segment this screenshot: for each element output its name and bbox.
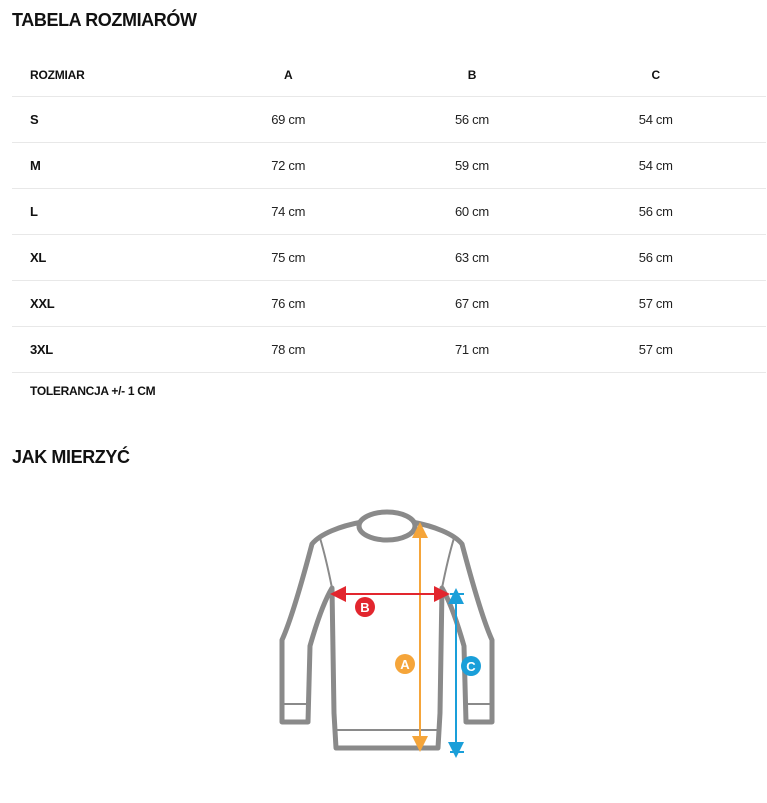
table-row	[12, 97, 766, 143]
row-c: 57 cm	[545, 281, 766, 327]
row-a: 75 cm	[178, 235, 399, 281]
row-b: 60 cm	[398, 189, 545, 235]
header-a: A	[178, 54, 399, 97]
svg-text:C: C	[466, 659, 476, 674]
how-to-measure-title: JAK MIERZYĆ	[12, 447, 130, 467]
header-size: ROZMIAR	[12, 54, 178, 97]
row-c: 57 cm	[545, 327, 766, 373]
sweatshirt-measurement-diagram	[270, 508, 510, 763]
size-chart-title: TABELA ROZMIARÓW	[12, 10, 197, 30]
table-row	[12, 189, 766, 235]
row-b: 67 cm	[398, 281, 545, 327]
row-c: 54 cm	[545, 97, 766, 143]
row-c: 56 cm	[545, 189, 766, 235]
header-b: B	[398, 54, 545, 97]
header-c: C	[545, 54, 766, 97]
row-size: 3XL	[12, 327, 178, 373]
row-size: L	[12, 189, 178, 235]
tolerance-note: TOLERANCJA +/- 1 CM	[30, 384, 156, 398]
table-row	[12, 143, 766, 189]
marker-b-icon	[355, 597, 375, 617]
row-size: XXL	[12, 281, 178, 327]
row-b: 71 cm	[398, 327, 545, 373]
row-size: M	[12, 143, 178, 189]
size-chart-table	[12, 54, 766, 373]
row-size: XL	[12, 235, 178, 281]
marker-c-icon	[461, 656, 481, 676]
row-a: 78 cm	[178, 327, 399, 373]
row-a: 74 cm	[178, 189, 399, 235]
row-b: 59 cm	[398, 143, 545, 189]
marker-a-icon	[395, 654, 415, 674]
row-size: S	[12, 97, 178, 143]
row-a: 69 cm	[178, 97, 399, 143]
table-row	[12, 327, 766, 373]
row-c: 54 cm	[545, 143, 766, 189]
svg-text:B: B	[360, 600, 370, 615]
sweatshirt-outline	[282, 512, 492, 748]
svg-text:A: A	[400, 657, 410, 672]
row-b: 63 cm	[398, 235, 545, 281]
row-a: 76 cm	[178, 281, 399, 327]
table-row	[12, 281, 766, 327]
row-a: 72 cm	[178, 143, 399, 189]
table-row	[12, 235, 766, 281]
row-b: 56 cm	[398, 97, 545, 143]
row-c: 56 cm	[545, 235, 766, 281]
sweatshirt-diagram-svg	[270, 508, 510, 763]
table-header-row	[12, 54, 766, 97]
